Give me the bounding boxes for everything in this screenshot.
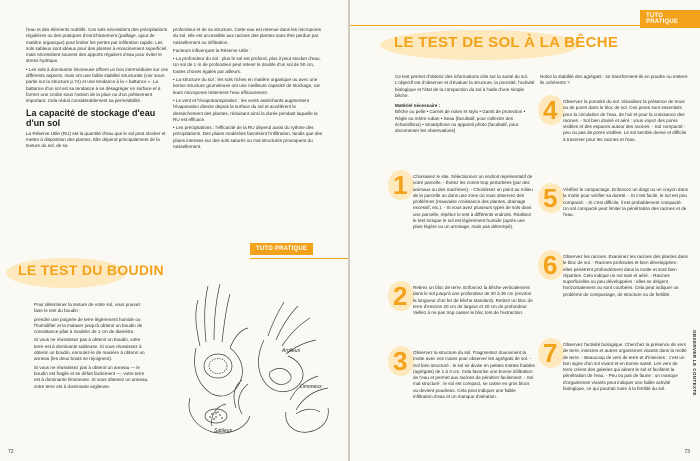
step-text: Observez la structure du sol. Fragmentez doucement la motte avec vos mains pour observer les agrégats de sol. - Sol bien structuré : le sol se divise en petites mottes friables (agrégats) de 1 à 3 cm. Cela favorise une bonne infiltration de l'eau et permet aux racines de pénétrer facilement. - Sol mal structuré : le sol est compact, se casse en gros blocs ou devient poudreux. Cela peut indiquer une faible infiltration d'eau et un manque d'aération. — [413, 350, 535, 400]
right-page — [350, 0, 700, 461]
materiel-title: Matériel nécessaire : — [395, 103, 441, 109]
paragraph: Si vous ne réussissez pas à obtenir un anneau — le boudin est fragile et se défait facilement —, votre terre est à dominante limoneuse. Si vous obtenez un anneau, votre terre est à dominante argileuse. — [34, 364, 149, 389]
paragraph: • La profondeur du sol : plus le sol est profond, plus il peut stocker d'eau. Un sol de 1 m de profondeur peut retenir le double d'un sol de 50 cm, toutes choses égales par ailleurs. — [173, 56, 321, 74]
boudin-instructions — [34, 302, 149, 392]
tag-rule-left — [250, 258, 348, 259]
paragraph: Si vous ne réussissez pas à obtenir un boudin, votre terre est à dominante sableuse. Si vous réussissez à obtenir un boudin, enroulez-le de manière à obtenir un anneau (les deux bouts se rejoignent). — [34, 337, 145, 362]
paragraph: Pour déterminer la texture de votre sol, vous pouvez faire le test du boudin : — [34, 302, 141, 314]
tag-rule-right — [350, 25, 700, 26]
materiel-list: Bêche ou pelle • Carnet de notes et stylo • Gants de protection • Règle ou mètre ruban • Seau (facultatif, pour collecter des échantillons) • Smartphone ou appareil photo (facultatif, pour documenter les observations) — [395, 109, 526, 134]
paragraph: • Le vent et l'évapotranspiration : les vents asséchants augmentent l'évaporation directe depuis la surface du sol et accélèrent le dessèchement des plantes, réduisant ainsi la durée pendant laquelle la RU est efficace. — [173, 97, 318, 122]
tuto-pratique-tag-right: TUTO PRATIQUE — [640, 10, 700, 28]
label-argileux: Argileux — [282, 348, 301, 354]
step-text: Observez la porosité du sol. Visualisez la présence de trous ou de pores dans le bloc de sol. Ces pores sont essentiels pour la circulation de l'eau, de l'air et pour la croissance des racines. - Sol bien drainé et aéré : vous voyez des pores visibles et des espaces autour des racines. - Sol compacté : peu ou pas de pores visibles. Le sol semble dense et difficile à traverser pour les racines et l'eau. — [563, 99, 687, 142]
right-column-2 — [540, 74, 690, 89]
step-text: Vérifiez le compactage. Enfoncez un doigt ou un crayon dans la motte pour vérifier sa dureté. - Si c'est facile, le sol est peu compacté. - Si c'est difficile, il est probablement compacté. Un sol compacté peut limiter la pénétration des racines et de l'eau. — [563, 187, 688, 218]
left-page — [0, 0, 348, 461]
paragraph: • Les sols à dominante limoneuse offrent un bon intermédiaire sur ces différents aspects, mais ont une faible stabilité structurale (voir sous-partie sur la structure p.74) et une tendance à la « battance ». La battance d'un sol est sa tendance à se désagréger en surface et à former une croûte sous l'action de la pluie ou d'un piétinement important. Cela réduit considérablement sa perméabilité. — [26, 66, 168, 104]
beche-intro: Ce test permet d'obtenir des informations clés sur la santé du sol. L'objectif est d'observer et d'évaluer la structure, la porosité, l'activité biologique et l'état de la compaction du sol à l'aide d'une simple bêche. — [395, 74, 535, 98]
paragraph: • La structure du sol : les sols riches en matière organique ou avec une bonne structure grumeleuse ont une meilleure capacité de stockage, car leurs micropores retiennent l'eau efficacement. — [173, 77, 321, 95]
step-number: 6 — [543, 250, 558, 280]
left-column-1 — [26, 27, 168, 151]
side-label: OBSERVER LE CONTEXTE — [692, 330, 697, 396]
boudin-title: LE TEST DU BOUDIN — [18, 262, 164, 278]
left-col2-paragraphs — [173, 27, 323, 150]
left-col1-paragraphs — [26, 27, 168, 105]
label-limoneux: Limoneux — [300, 384, 322, 390]
step-number: 5 — [543, 183, 558, 213]
step-number: 7 — [543, 338, 558, 368]
step-number: 2 — [393, 281, 408, 311]
step-number: 4 — [543, 95, 558, 125]
step-text: Observez l'activité biologique. Cherchez la présence de vers de terre, insectes et autres organismes vivants dans la motte de terre. - Beaucoup de vers de terre et d'insectes : c'est un bon signe d'un sol vivant et en bonne santé. Les vers de terre créent des galeries qui aèrent le sol et facilitent la pénétration de l'eau. - Peu ou pas de faune : un manque d'organismes vivants peut indiquer une faible activité biologique, ce qui pourrait nuire à la fertilité du sol. — [563, 342, 687, 392]
step-number: 3 — [393, 346, 408, 376]
step-number: 1 — [393, 170, 408, 200]
paragraph: prendre une poignée de terre légèrement humide ou l'humidifier et la malaxer jusqu'à obtenir un boudin de consistance pâte à modeler de 1 cm de diamètre. — [34, 316, 143, 335]
left-col1-after: La Réserve Utile (RU) est la quantité d'eau que le sol peut stocker et mettre à disposition des plantes. Elle dépend principalement de la texture du sol, de sa — [26, 130, 166, 149]
step-text: Retirez un bloc de terre. Enfoncez la bêche verticalement dans le sol jusqu'à une profondeur de 20 à 30 cm (environ la longueur d'un fer de bêche standard). Retirez un bloc de terre d'environ 20 cm de largeur et 20 cm de profondeur. Veillez à ne pas trop casser le bloc lors de l'extraction. — [413, 285, 533, 316]
paragraph: • Les précipitations : l'efficacité de la RU dépend aussi du rythme des précipitations. Des pluies modérées favorisent l'infiltration, tandis que des pluies intenses sur des sols saturés ou mal structurés provoquent du ruissellement. — [173, 125, 323, 150]
page-number-right: 73 — [684, 449, 690, 455]
paragraph: profondeur et de sa structure. Cette eau est retenue dans les micropores du sol, elle est accessible aux racines des plantes sans être perdue par ruissellement ou infiltration. — [173, 27, 322, 45]
step-text: Choisissez le site. Sélectionnez un endroit représentatif de votre parcelle. - Évitez les zones trop perturbées (par des animaux ou des machines). - Choisissez un point au milieu de la parcelle ou dans une zone où vous observez des problèmes (mauvaise croissance des plantes, drainage excessif, etc.). - Si vous avez plusieurs types de sols dans une parcelle, répétez le test à différents endroits. Réalisez le test lorsque le sol est légèrement humide (après une pluie légère ou un arrosage, mais pas détrempé). — [413, 174, 533, 230]
hands-illustration — [172, 276, 342, 438]
water-capacity-heading: La capacité de stockage d'eau d'un sol — [26, 107, 156, 129]
beche-title: LE TEST DE SOL À LA BÊCHE — [394, 34, 619, 51]
step-text: Observez les racines. Examinez les racines des plantes dans le bloc de sol. - Racines profondes et bien développées : elles pénètrent profondément dans la motte et sont bien réparties. Cela indique un sol sain et aéré. - Racines superficielles ou peu développées : elles se dirigent horizontalement ou sont courbées. Cela peut indiquer un problème de compactage, de structure ou de fertilité. — [563, 254, 688, 297]
aggregate-stability-note: Notez la stabilité des agrégats : se transforment-ils en poudre ou restent-ils cohérents ? — [540, 74, 689, 86]
left-column-2 — [173, 27, 323, 152]
label-sableux: Sableux — [214, 428, 233, 434]
tuto-pratique-tag-left: TUTO PRATIQUE — [250, 243, 313, 255]
paragraph: Facteurs influençant la Réserve Utile : — [173, 47, 251, 53]
boudin-paragraphs — [34, 302, 149, 390]
right-column-1 — [395, 74, 535, 137]
paragraph: l'eau et des éléments nutritifs. Ces sols nécessitent des précipitations régulières ou des pratiques d'enrichissement (paillage, ajout de matière organique) pour limiter les pertes par infiltration rapide. Les sols sableux sont idéaux pour des plantes à enracinement superficiel, mais nécessitent souvent des apports réguliers d'eau pour éviter le stress hydrique. — [26, 27, 168, 64]
page-number-left: 72 — [8, 449, 14, 455]
